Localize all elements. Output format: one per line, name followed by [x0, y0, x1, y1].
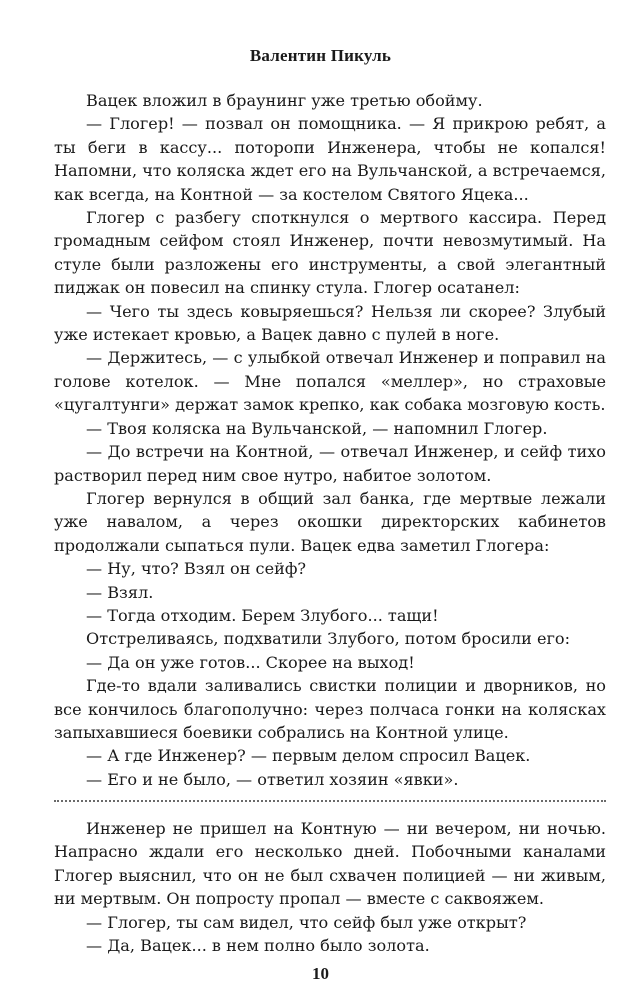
paragraph: — Тогда отходим. Берем Злубого... тащи! — [86, 605, 439, 625]
paragraph: — Да, Вацек... в нем полно было золота. — [86, 936, 430, 956]
paragraph: — Глогер, ты сам видел, что сейф был уже открыт? — [86, 912, 527, 932]
paragraph: Отстреливаясь, подхватили Злубого, потом бросили его: — [86, 629, 571, 649]
paragraph: — Держитесь, — с улыбкой отвечал Инженер и поправил на голове котелок. — Мне попался «меллер», но страховые «цугалтунги» держат замок крепко, как собака мозговую кость. — [54, 348, 606, 415]
paragraph: — Глогер! — позвал он помощника. — Я прикрою ребят, а ты беги в кассу... поторопи Инженера, чтобы не копался! Напомни, что коляска ждет его на Вульчанской, а встречаемся, как всегда, на Контной — за костелом Святого Яцека... — [54, 114, 606, 204]
paragraph: Глогер вернулся в общий зал банка, где мертвые лежали уже навалом, а через окошки директорских кабинетов продолжали сыпаться пули. Вацек едва заметил Глогера: — [54, 488, 606, 555]
paragraph: — Да он уже готов... Скорее на выход! — [86, 652, 415, 672]
paragraph: Инженер не пришел на Контную — ни вечером, ни ночью. Напрасно ждали его несколько дней. Побочными каналами Глогер выяснил, что он не был схвачен полицией — ни живым, ни мертвым. Он попросту пропал — вместе с саквояжем. — [54, 819, 606, 909]
paragraph: — Ну, что? Взял он сейф? — [86, 559, 307, 579]
text-section-2 — [54, 817, 606, 957]
section-separator — [54, 800, 606, 802]
paragraph: — Взял. — [86, 582, 154, 602]
paragraph: — Его и не было, — ответил хозяин «явки». — [86, 769, 459, 789]
paragraph: — До встречи на Контной, — отвечал Инженер, и сейф тихо растворил перед ним свое нутро, набитое золотом. — [54, 442, 606, 485]
running-head-author: Валентин Пикуль — [249, 46, 392, 65]
paragraph: — Чего ты здесь ковыряешься? Нельзя ли скорее? Злубый уже истекает кровью, а Вацек давно с пулей в ноге. — [54, 301, 606, 345]
paragraph: Глогер с разбегу споткнулся о мертвого кассира. Перед громадным сейфом стоял Инженер, почти невозмутимый. На стуле были разложены его инструменты, а свой элегантный пиджак он повесил на спинку стула. Глогер осатанел: — [54, 208, 606, 298]
text-section-1 — [54, 89, 606, 791]
paragraph: — Твоя коляска на Вульчанской, — напомнил Глогер. — [86, 418, 548, 438]
paragraph: — А где Инженер? — первым делом спросил Вацек. — [86, 746, 531, 766]
page-number: 10 — [312, 964, 329, 983]
paragraph: Где-то вдали заливались свистки полиции и дворников, но все кончилось благополучно: через полчаса гонки на колясках запыхавшиеся боевики собрались на Контной улице. — [54, 676, 606, 742]
paragraph: Вацек вложил в браунинг уже третью обойму. — [86, 91, 483, 110]
